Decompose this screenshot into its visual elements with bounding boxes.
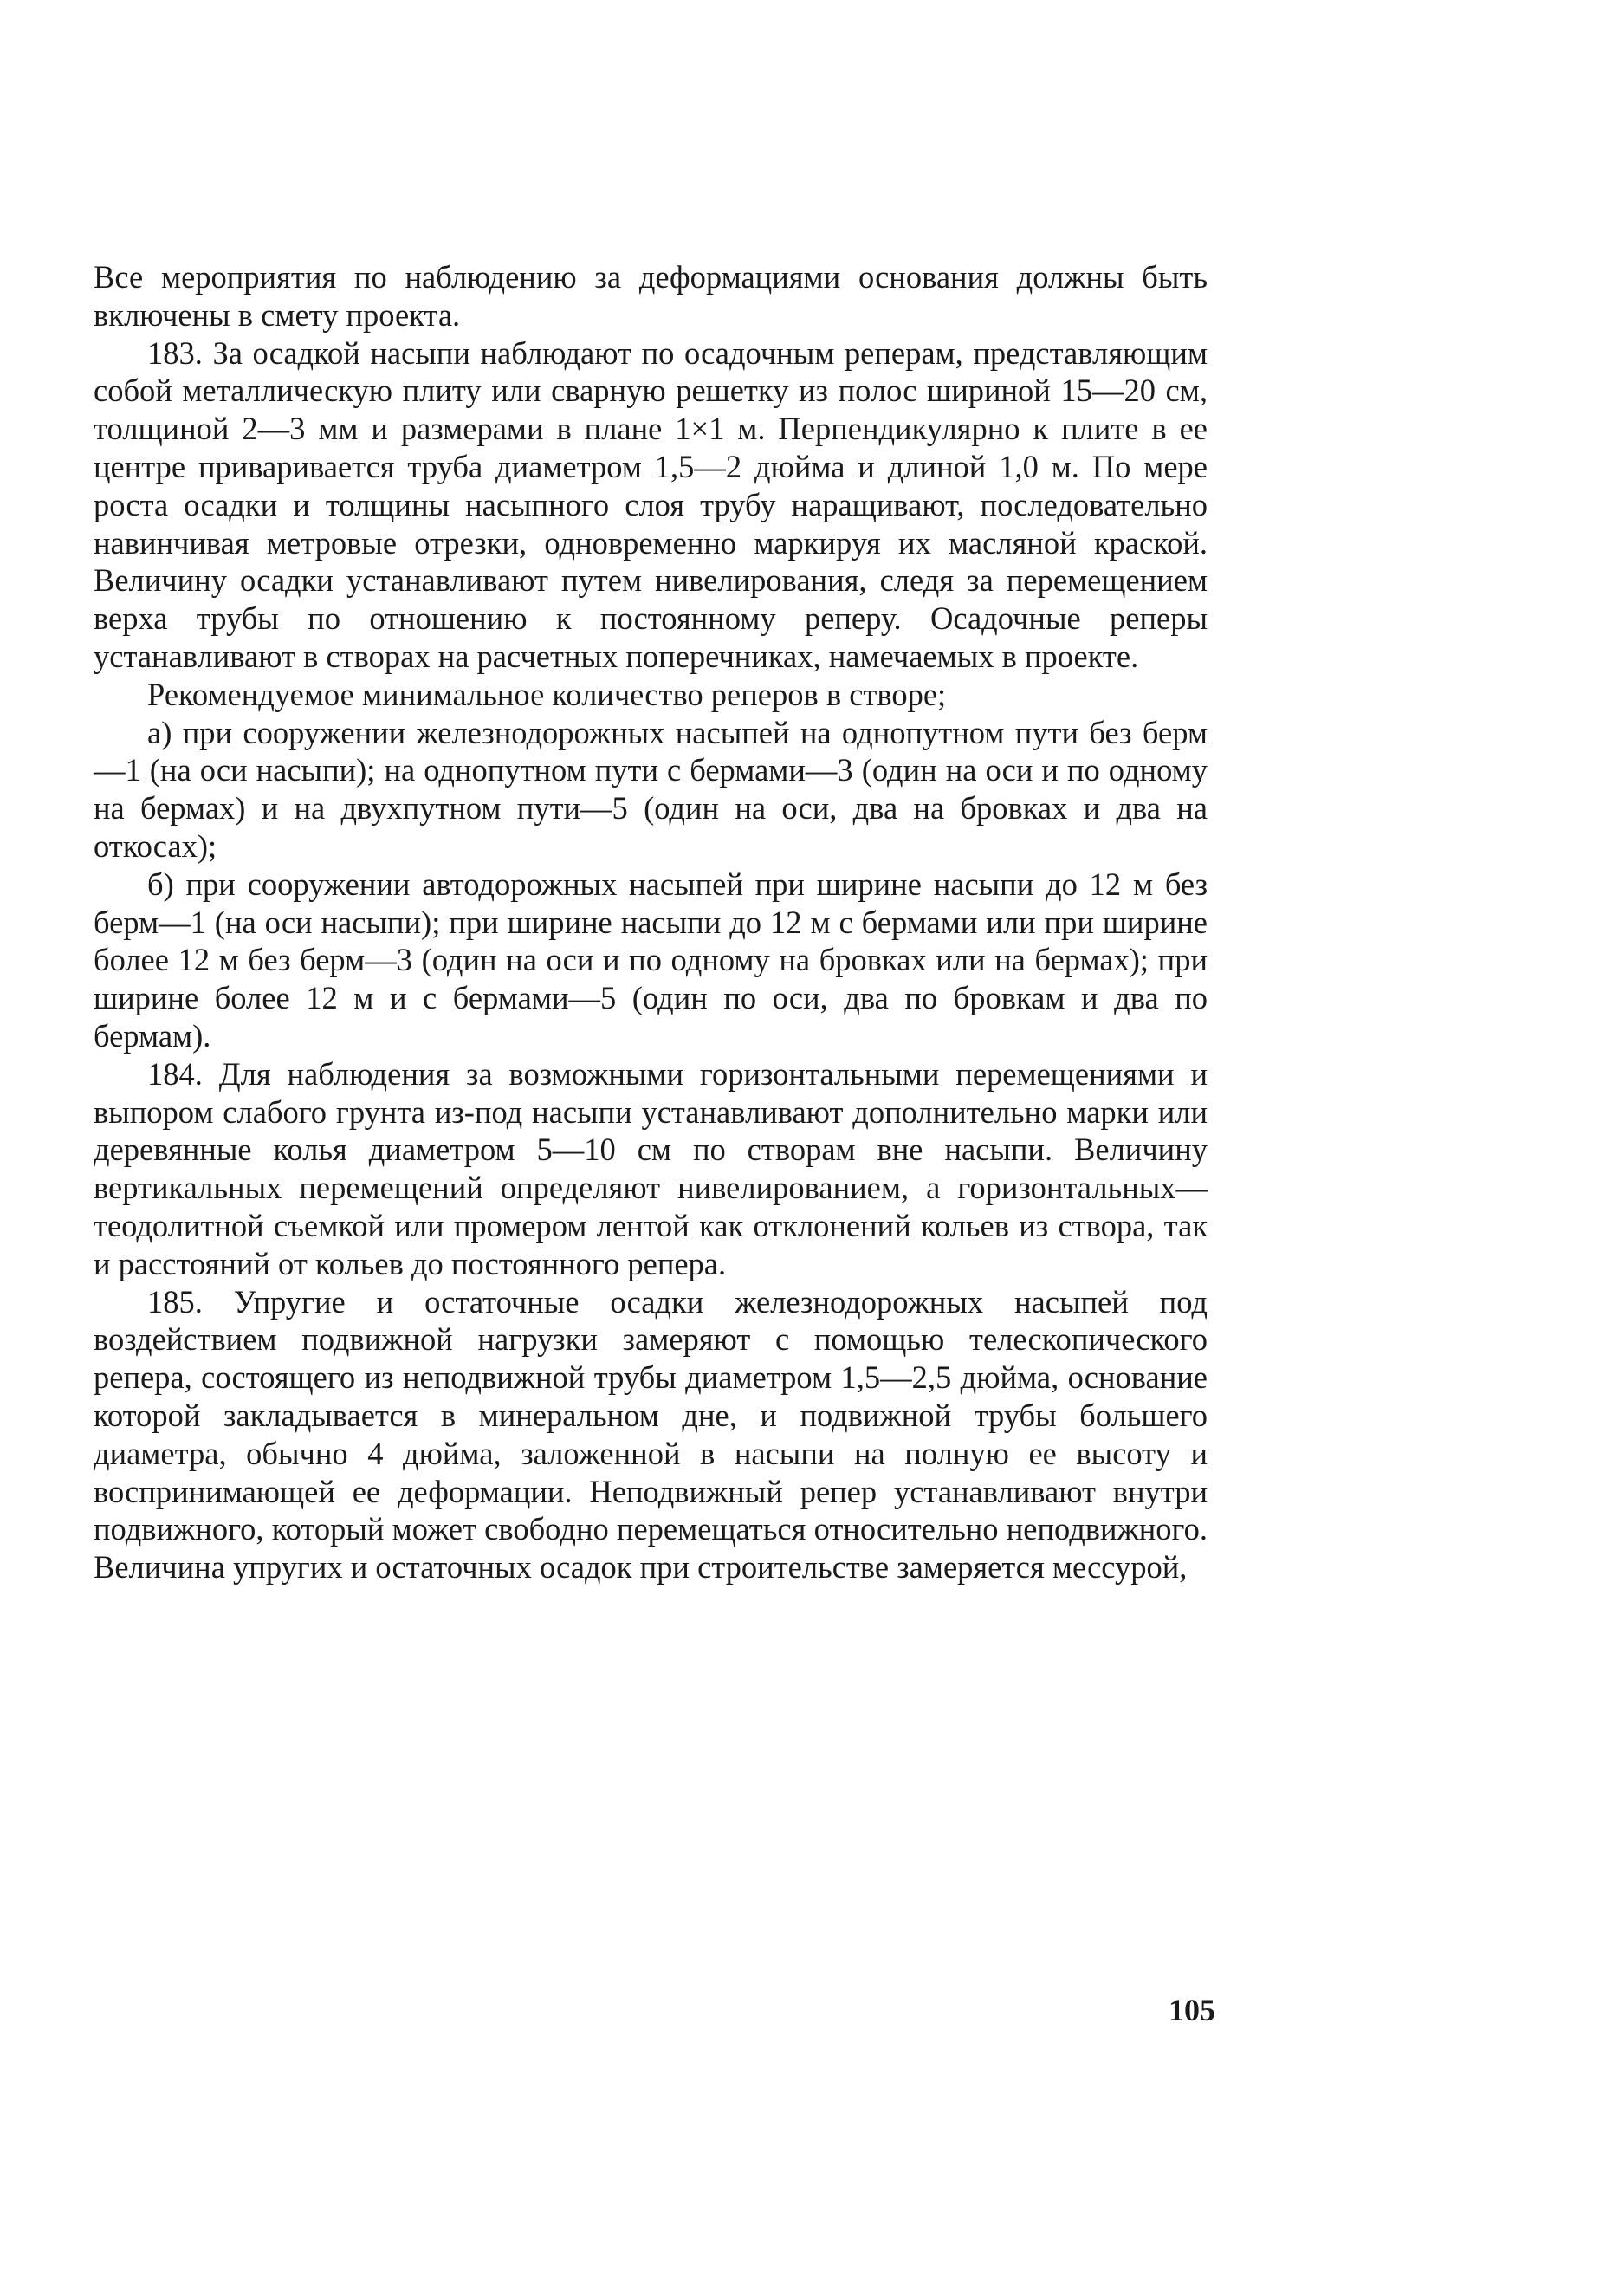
paragraph-intro: Все мероприятия по наблюдению за деформациями основания должны быть включены в смету проекта. xyxy=(94,259,1208,333)
paragraph-recommended: Рекомендуемое минимальное количество реперов в створе; xyxy=(147,676,947,712)
paragraph-184: 184. Для наблюдения за возможными горизонтальными перемещениями и выпором слабого грунта из-под насыпи устанавливают дополнительно марки или деревянные колья диаметром 5—10 см по створам вне насыпи. Величину вертикальных перемещений определяют нивелированием, а горизонтальных—теодолитной съемкой или промером лентой как отклонений кольев из створа, так и расстояний от кольев до постоянного репера. xyxy=(94,1055,1208,1281)
paragraph-183: 183. За осадкой насыпи наблюдают по осадочным реперам, представляющим собой металлическую плиту или сварную решетку из полос шириной 15—20 см, толщиной 2—3 мм и размерами в плане 1×1 м. Перпендикулярно к плите в ее центре приваривается труба диаметром 1,5—2 дюйма и длиной 1,0 м. По мере роста осадки и толщины насыпного слоя трубу наращивают, последовательно навинчивая метровые отрезки, одновременно маркируя их масляной краской. Величину осадки устанавливают путем нивелирования, следя за перемещением верха трубы по отношению к постоянному реперу. Осадочные реперы устанавливают в створах на расчетных поперечниках, намечаемых в проекте. xyxy=(94,334,1208,674)
list-item-b: б) при сооружении автодорожных насыпей при ширине насыпи до 12 м без берм—1 (на оси насыпи); при ширине насыпи до 12 м с бермами или при ширине более 12 м без берм—3 (один на оси и по одному на бровках или на бермах); при ширине более 12 м и с бермами—5 (один по оси, два по бровкам и два по бермам). xyxy=(94,866,1208,1054)
page-body xyxy=(94,258,1208,1586)
list-item-a: а) при сооружении железнодорожных насыпей на однопутном пути без берм—1 (на оси насыпи); на однопутном пути с бермами—3 (один на оси и по одному на бермах) и на двухпутном пути—5 (один на оси, два на бровках и два на откосах); xyxy=(94,714,1208,864)
page-number: 105 xyxy=(1169,1993,1215,2027)
paragraph-185: 185. Упругие и остаточные осадки железнодорожных насыпей под воздействием подвижной нагрузки замеряют с помощью телескопического репера, состоящего из неподвижной трубы диаметром 1,5—2,5 дюйма, основание которой закладывается в минеральном дне, и подвижной трубы большего диаметра, обычно 4 дюйма, заложенной в насыпи на полную ее высоту и воспринимающей ее деформации. Неподвижный репер устанавливают внутри подвижного, который может свободно перемещаться относительно неподвижного. Величина упругих и остаточных осадок при строительстве замеряется мессурой, xyxy=(94,1283,1208,1586)
